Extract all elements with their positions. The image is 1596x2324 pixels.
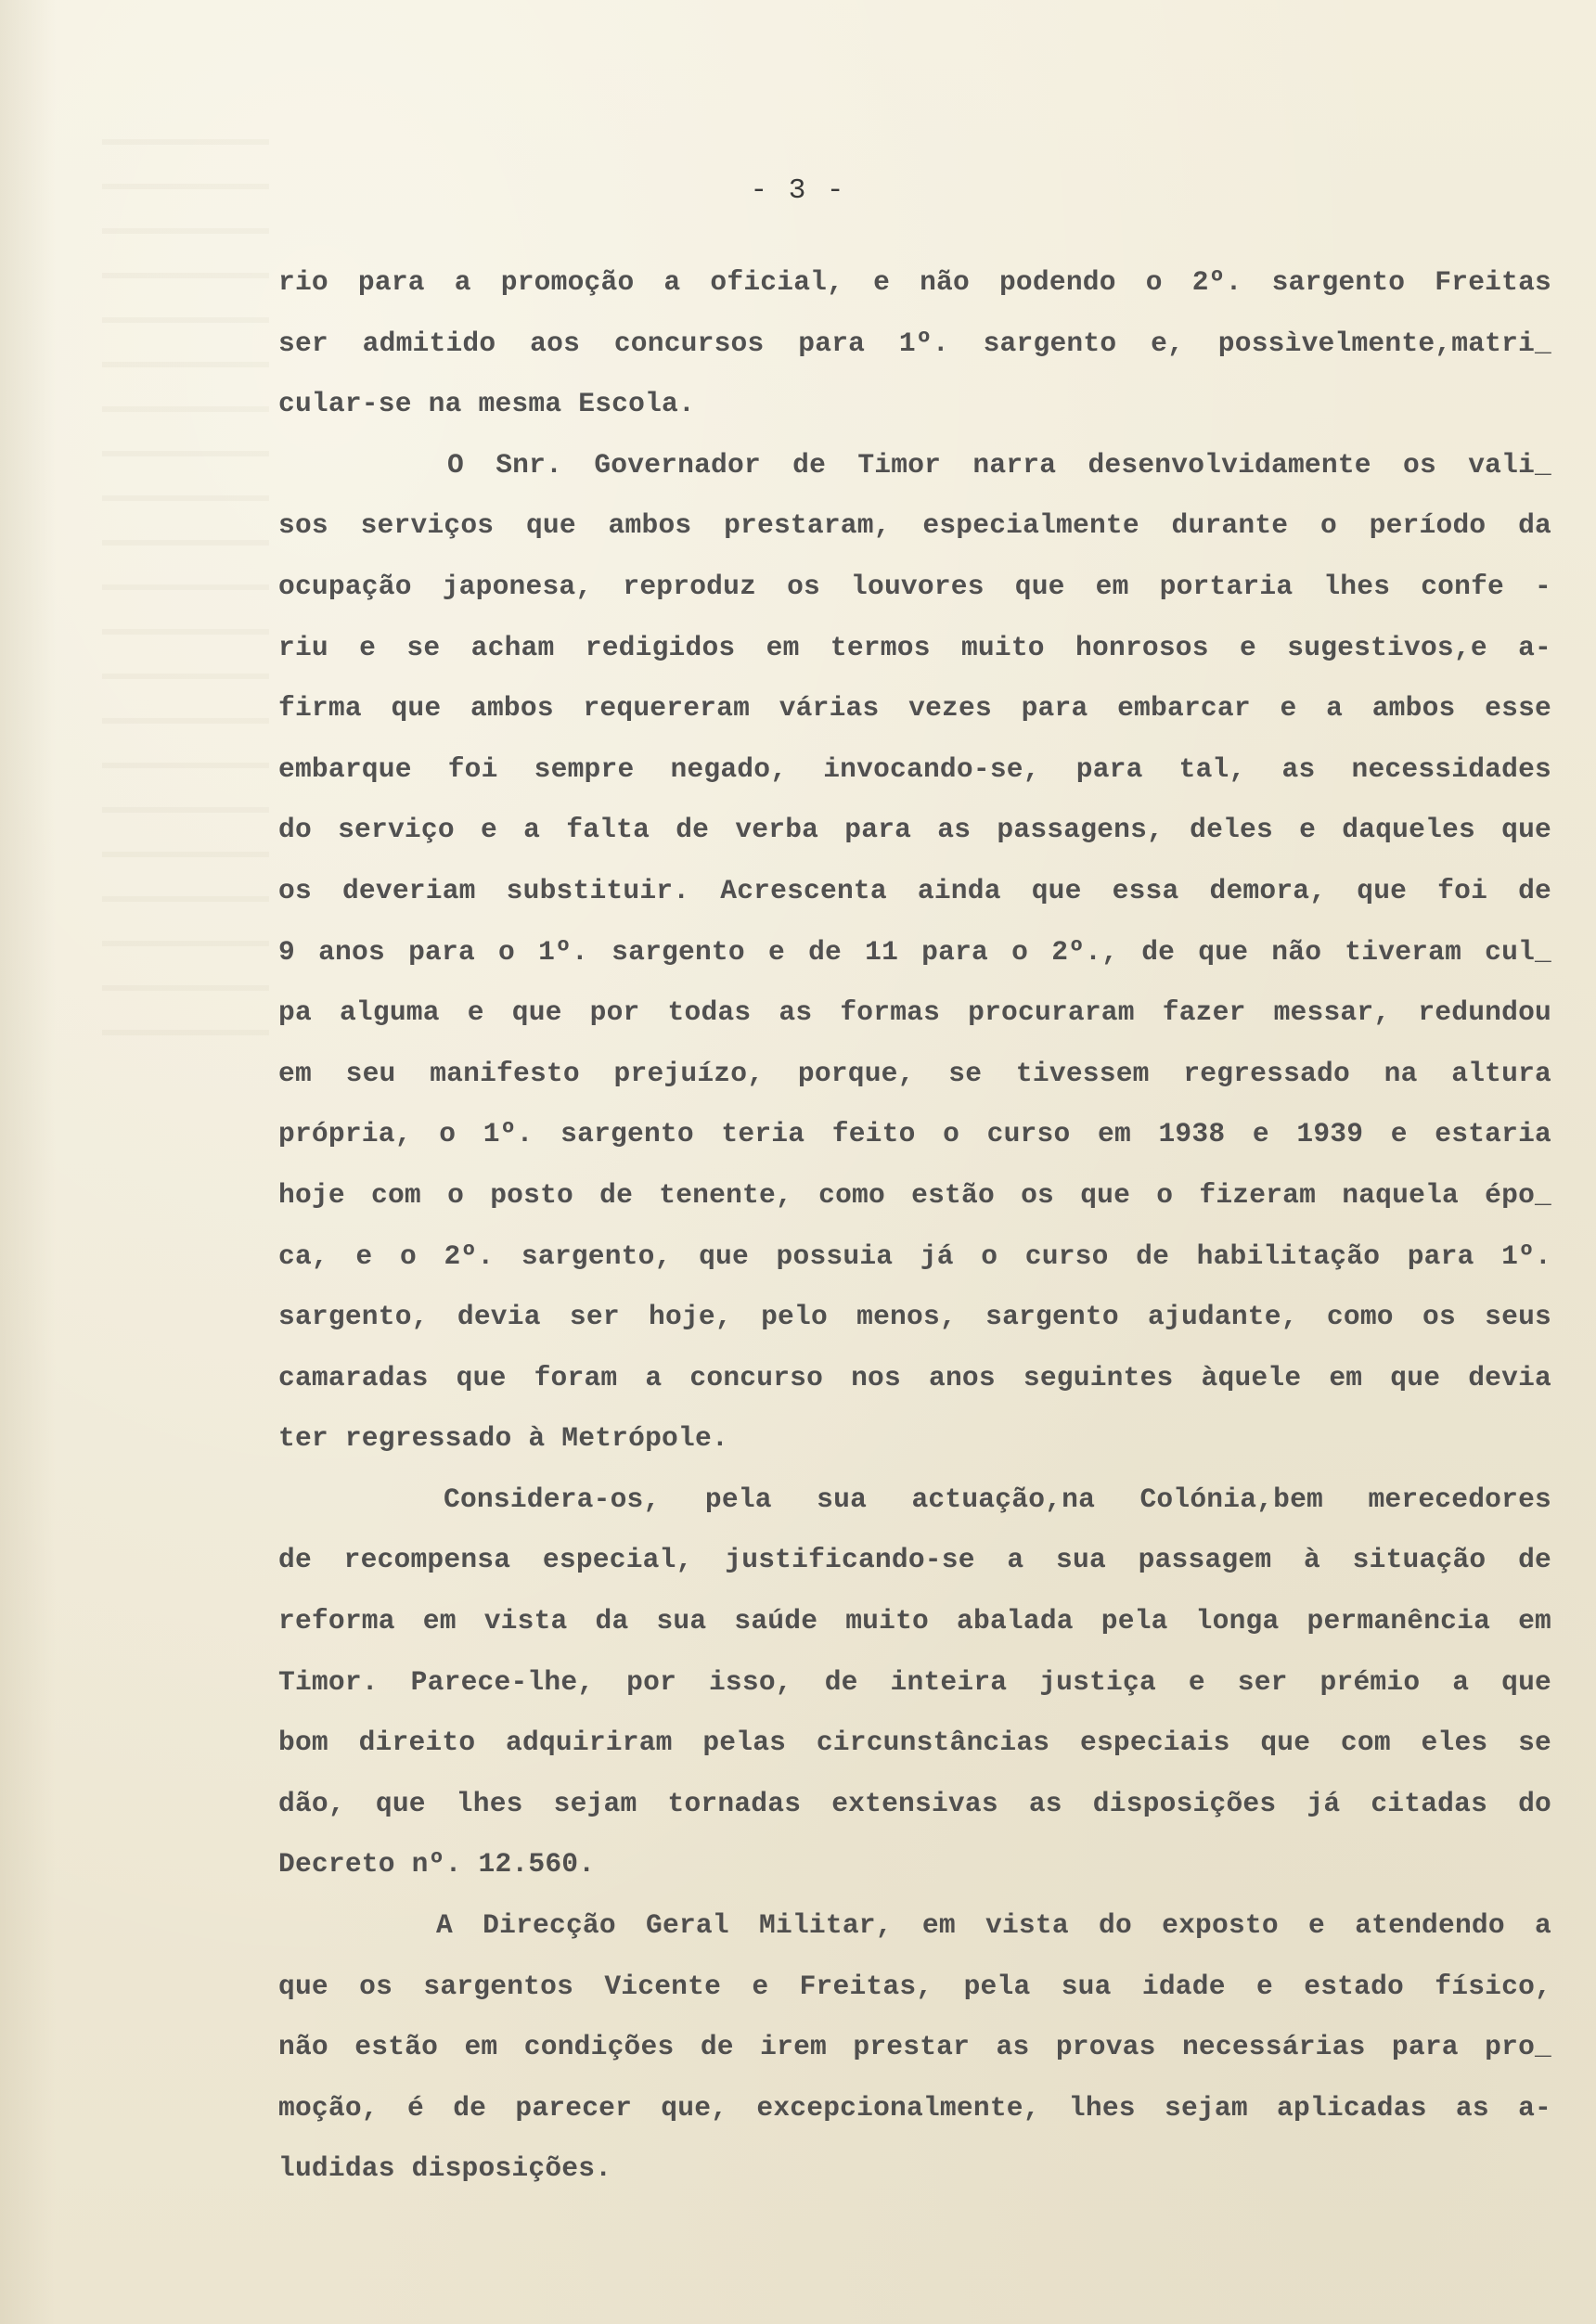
text-line: Timor. Parece-lhe, por isso, de inteira justiça e ser prémio a que (278, 1665, 1551, 1698)
text-line: sargento, devia ser hoje, pelo menos, sargento ajudante, como os seus (278, 1301, 1551, 1333)
paper-bleed-through (102, 139, 269, 1067)
text-line: dão, que lhes sejam tornadas extensivas as disposições já citadas do (278, 1787, 1551, 1819)
text-line: Considera-os, pela sua actuação,na Colónia,bem merecedores (444, 1483, 1551, 1515)
text-line: camaradas que foram a concurso nos anos seguintes àquele em que devia (278, 1361, 1551, 1393)
paragraph-3 (278, 1470, 1551, 1895)
text-line: do serviço e a falta de verba para as passagens, deles e daqueles que (278, 814, 1551, 846)
text-line: bom direito adquiriram pelas circunstâncias especiais que com eles se (278, 1727, 1551, 1759)
text-line: os deveriam substituir. Acrescenta ainda que essa demora, que foi de (278, 874, 1551, 906)
text-line: moção, é de parecer que, excepcionalmente, lhes sejam aplicadas as a- (278, 2091, 1551, 2124)
text-line: O Snr. Governador de Timor narra desenvolvidamente os vali_ (447, 448, 1551, 481)
paper-fold-shadow (0, 0, 56, 2324)
page-number: - 3 - (750, 174, 846, 207)
text-line: ser admitido aos concursos para 1º. sargento e, possìvelmente,matri_ (278, 327, 1551, 359)
paragraph-2 (278, 435, 1551, 1470)
text-line: embarque foi sempre negado, invocando-se, para tal, as necessidades (278, 752, 1551, 785)
text-line: ludidas disposições. (278, 2152, 612, 2185)
paragraph-4 (278, 1895, 1551, 2200)
text-line: hoje com o posto de tenente, como estão os que o fizeram naquela épo_ (278, 1178, 1551, 1211)
text-line: não estão em condições de irem prestar as provas necessárias para pro_ (278, 2031, 1551, 2063)
text-line: ter regressado à Metrópole. (278, 1422, 728, 1455)
text-line: cular-se na mesma Escola. (278, 388, 695, 420)
text-line: pa alguma e que por todas as formas procuraram fazer messar, redundou (278, 996, 1551, 1029)
text-line: própria, o 1º. sargento teria feito o curso em 1938 e 1939 e estaria (278, 1118, 1551, 1150)
text-line: de recompensa especial, justificando-se a sua passagem à situação de (278, 1544, 1551, 1576)
text-line: sos serviços que ambos prestaram, especialmente durante o período da (278, 509, 1551, 542)
text-line: A Direcção Geral Militar, em vista do exposto e atendendo a (436, 1909, 1551, 1942)
text-line: ocupação japonesa, reproduz os louvores que em portaria lhes confe - (278, 570, 1551, 602)
document-text-body (278, 252, 1551, 2200)
text-line: rio para a promoção a oficial, e não podendo o 2º. sargento Freitas (278, 266, 1551, 298)
text-line: que os sargentos Vicente e Freitas, pela sua idade e estado físico, (278, 1970, 1551, 2002)
text-line: Decreto nº. 12.560. (278, 1848, 596, 1881)
text-line: em seu manifesto prejuízo, porque, se tivessem regressado na altura (278, 1057, 1551, 1089)
text-line: firma que ambos requereram várias vezes para embarcar e a ambos esse (278, 692, 1551, 725)
paragraph-1 (278, 252, 1551, 435)
text-line: reforma em vista da sua saúde muito abalada pela longa permanência em (278, 1605, 1551, 1637)
text-line: ca, e o 2º. sargento, que possuia já o curso de habilitação para 1º. (278, 1239, 1551, 1272)
text-line: 9 anos para o 1º. sargento e de 11 para o 2º., de que não tiveram cul_ (278, 935, 1551, 968)
text-line: riu e se acham redigidos em termos muito honrosos e sugestivos,e a- (278, 631, 1551, 663)
